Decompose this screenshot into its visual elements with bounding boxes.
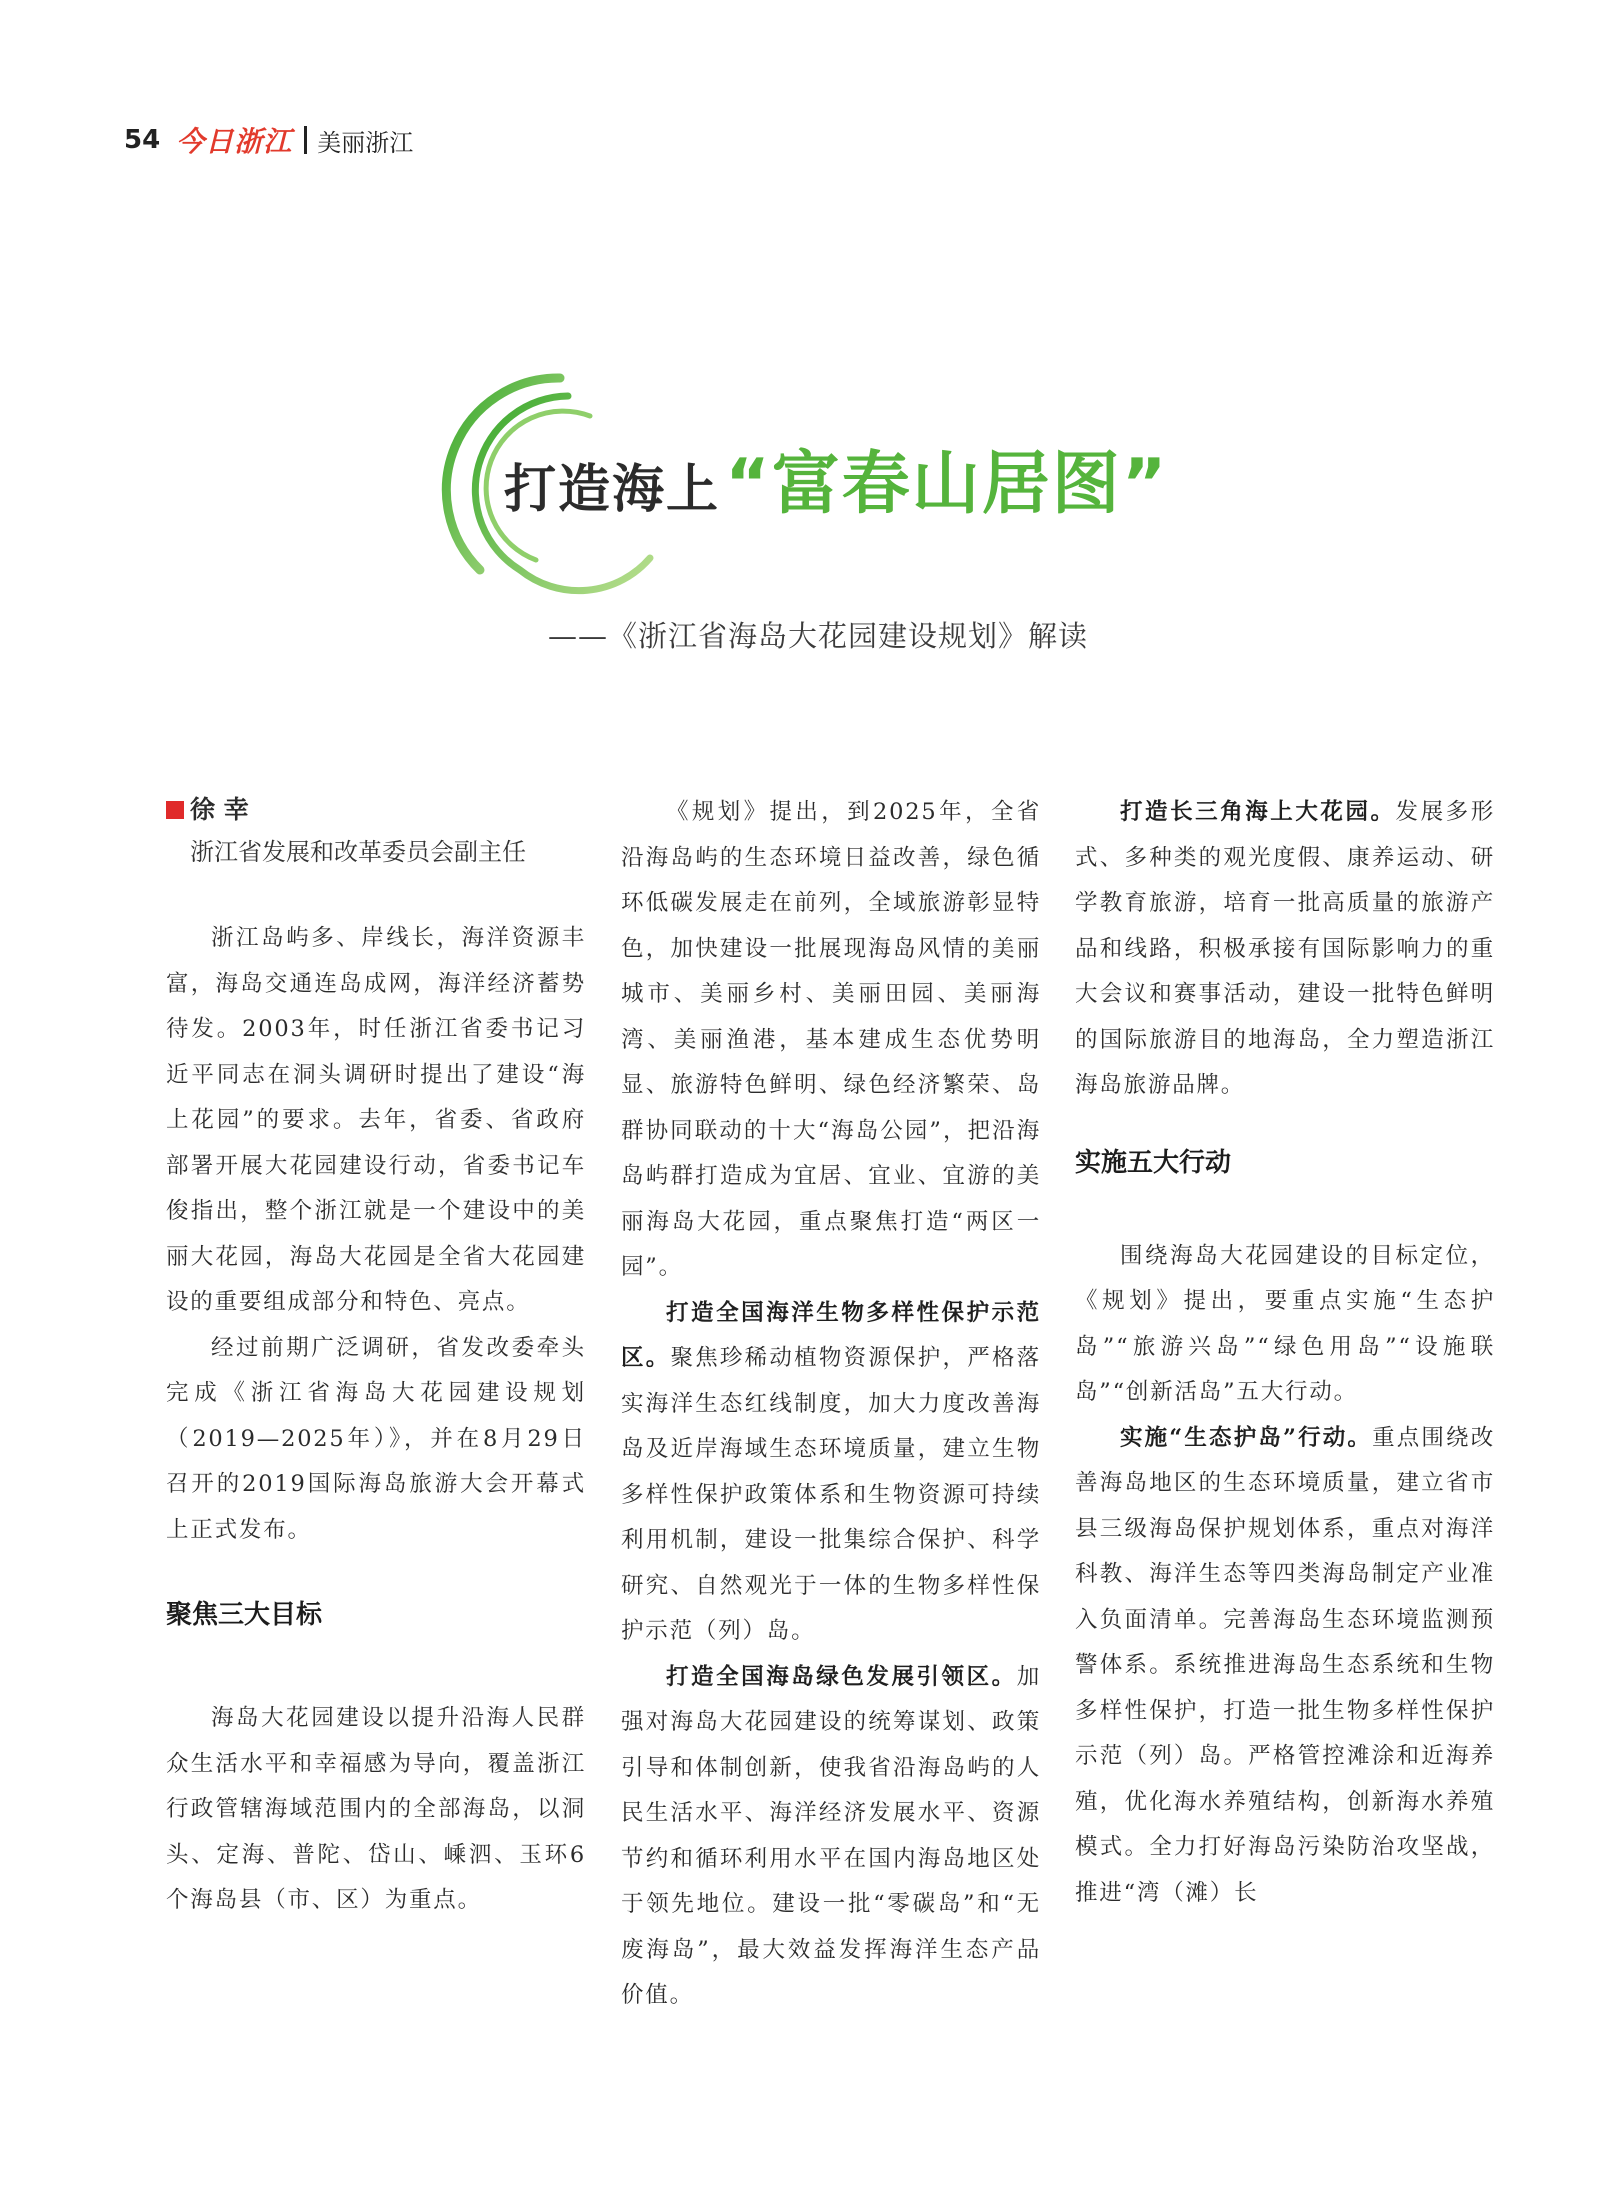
paragraph-text: 聚焦珍稀动植物资源保护，严格落实海洋生态红线制度，加大力度改善海岛及近岸海域生态环境质量，建立生物多样性保护政策体系和生物资源可持续利用机制，建设一批集综合保护、科学研究、自然观光于一体的生物多样性保护示范（列）岛。 — [621, 1345, 1041, 1644]
author-name: 徐 幸 — [190, 795, 249, 824]
paragraph: 海岛大花园建设以提升沿海人民群众生活水平和幸福感为导向，覆盖浙江行政管辖海域范围内的全部海岛，以洞头、定海、普陀、岱山、嵊泗、玉环6个海岛县（市、区）为重点。 — [166, 1705, 586, 1913]
title-part-2: “富春山居图” — [725, 445, 1169, 524]
paragraph — [1075, 1416, 1495, 1917]
paragraph: 《规划》提出，到2025年，全省沿海岛屿的生态环境日益改善，绿色循环低碳发展走在前列，全域旅游彰显特色，加快建设一批展现海岛风情的美丽城市、美丽乡村、美丽田园、美丽海湾、美丽渔港，基本建成生态优势明显、旅游特色鲜明、绿色经济繁荣、岛群协同联动的十大“海岛公园”，把沿海岛屿群打造成为宜居、宜业、宜游的美丽海岛大花园，重点聚焦打造“两区一园”。 — [621, 799, 1041, 1280]
author-line — [166, 790, 586, 830]
paragraph: 经过前期广泛调研，省发改委牵头完成《浙江省海岛大花园建设规划（2019—2025年）》，并在8月29日召开的2019国际海岛旅游大会开幕式上正式发布。 — [166, 1334, 586, 1543]
paragraph: 浙江岛屿多、岸线长，海洋资源丰富，海岛交通连岛成网，海洋经济蓄势待发。2003年，时任浙江省委书记习近平同志在洞头调研时提出了建设“海上花园”的要求。去年，省委、省政府部署开展大花园建设行动，省委书记车俊指出，整个浙江就是一个建设中的美丽大花园，海岛大花园是全省大花园建设的重要组成部分和特色、亮点。 — [166, 925, 586, 1315]
paragraph — [621, 1655, 1041, 2019]
paragraph-text: 重点围绕改善海岛地区的生态环境质量，建立省市县三级海岛保护规划体系，重点对海洋科教、海洋生态等四类海岛制定产业准入负面清单。完善海岛生态环境监测预警体系。系统推进海岛生态系统和生物多样性保护，打造一批生物多样性保护示范（列）岛。严格管控滩涂和近海养殖，优化海水养殖结构，创新海水养殖模式。全力打好海岛污染防治攻坚战，推进“湾（滩）长 — [1075, 1424, 1495, 1906]
page-header — [124, 120, 413, 160]
author-position: 浙江省发展和改革委员会副主任 — [190, 838, 526, 866]
section-heading-actions: 实施五大行动 — [1075, 1147, 1232, 1178]
paragraph-text: 加强对海岛大花园建设的统筹谋划、政策引导和体制创新，使我省沿海岛屿的人民生活水平、海洋经济发展水平、资源节约和循环利用水平在国内海岛地区处于领先地位。建设一批“零碳岛”和“无废海岛”，最大效益发挥海洋生态产品价值。 — [621, 1663, 1041, 2008]
paragraph-lead: 打造全国海洋生物多样性保护示范区。 — [621, 1299, 1041, 1371]
text-column-1 — [166, 790, 586, 1924]
title-part-1: 打造海上 — [504, 459, 721, 520]
article-title — [504, 430, 1169, 527]
magazine-logo: 今日浙江 — [176, 125, 293, 158]
section-heading-goals: 聚焦三大目标 — [166, 1600, 323, 1630]
paragraph-lead: 实施“生态护岛”行动。 — [1120, 1424, 1373, 1451]
paragraph — [621, 1291, 1041, 1655]
header-divider — [304, 126, 307, 154]
paragraph-lead: 打造长三角海上大花园。 — [1120, 799, 1396, 825]
page-number: 54 — [124, 125, 161, 155]
paragraph-lead: 打造全国海岛绿色发展引领区。 — [666, 1663, 1017, 1690]
section-name: 美丽浙江 — [317, 128, 414, 157]
text-column-3 — [1075, 790, 1495, 1916]
paragraph — [1075, 790, 1495, 1109]
author-marker — [166, 801, 184, 819]
paragraph: 围绕海岛大花园建设的目标定位，《规划》提出，要重点实施“生态护岛”“旅游兴岛”“绿色用岛”“设施联岛”“创新活岛”五大行动。 — [1075, 1242, 1495, 1405]
text-column-2 — [621, 790, 1041, 2019]
paragraph-text: 发展多形式、多种类的观光度假、康养运动、研学教育旅游，培育一批高质量的旅游产品和线路，积极承接有国际影响力的重大会议和赛事活动，建设一批特色鲜明的国际旅游目的地海岛，全力塑造浙江海岛旅游品牌。 — [1075, 799, 1495, 1098]
article-subtitle: ——《浙江省海岛大花园建设规划》解读 — [548, 619, 1089, 653]
